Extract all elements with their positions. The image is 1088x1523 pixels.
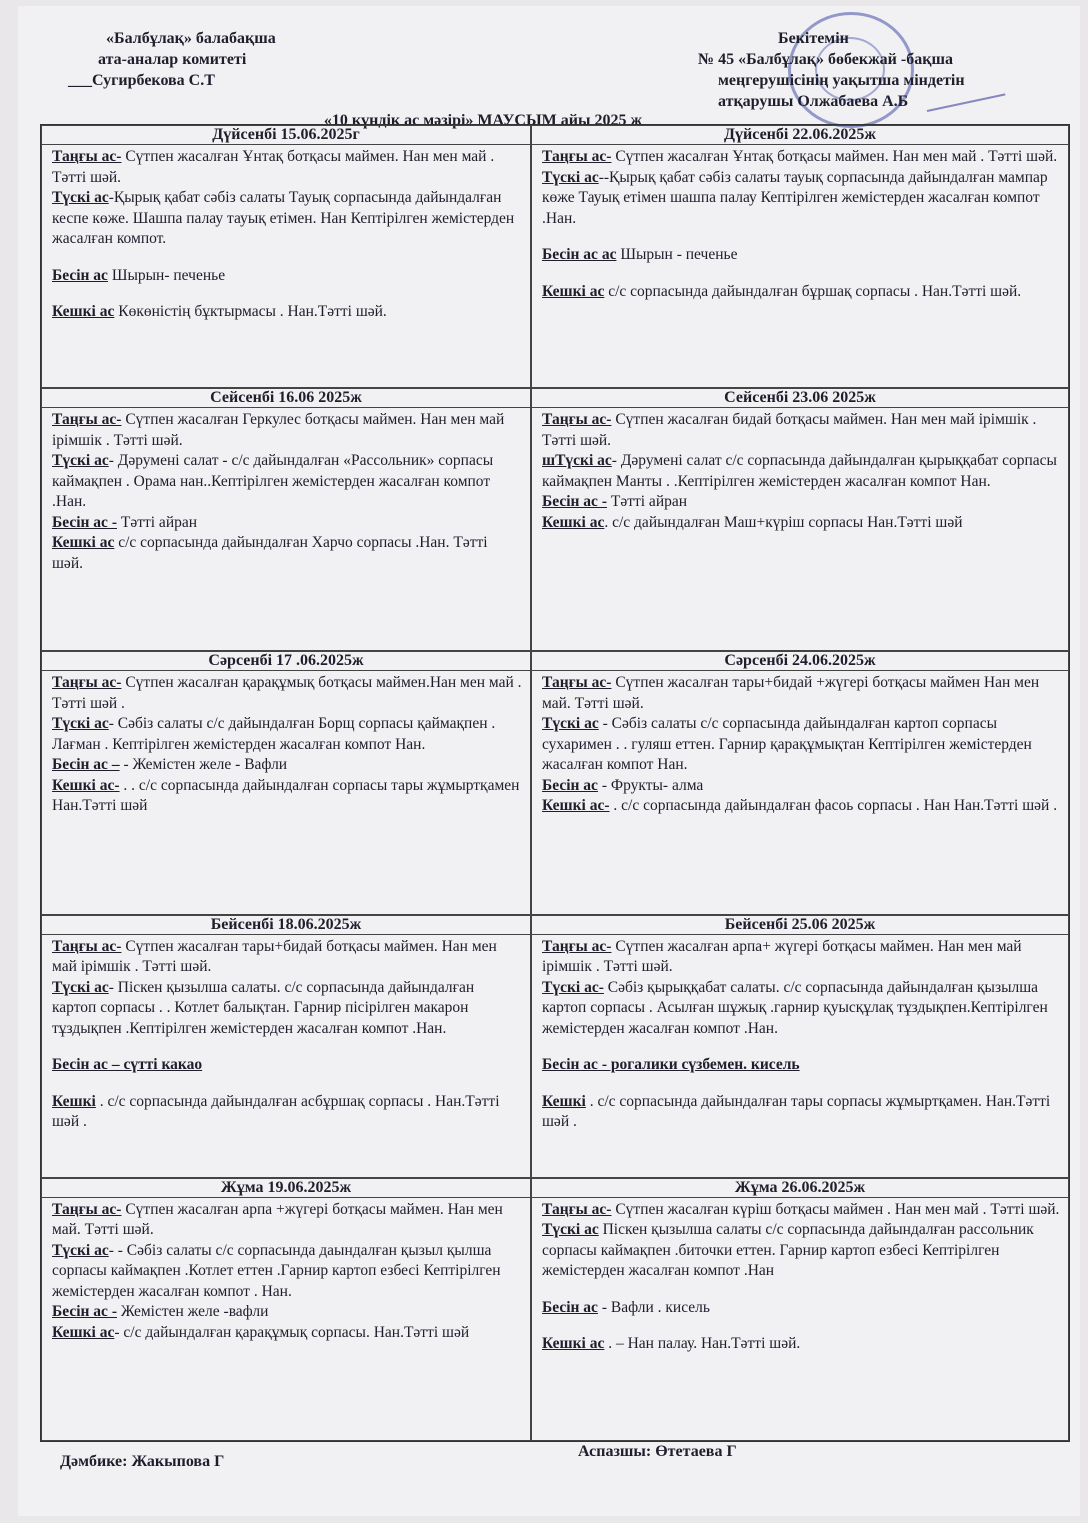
- meal-entry: [52, 1323, 522, 1344]
- meal-description: Көкөністің бұктырмасы . Нан.Тәтті шәй.: [114, 303, 387, 320]
- meal-label: Бесін ас -: [542, 493, 607, 511]
- meal-entry: [52, 147, 522, 188]
- meal-description: Сүтпен жасалған тары+бидай ботқасы маймен. Нан мен май ірімшік . Тәтті шәй.: [52, 937, 497, 976]
- meal-label: Таңғы ас-: [52, 411, 122, 429]
- meal-label: Кешкі: [52, 1092, 96, 1110]
- meal-label: Кешкі ас-: [52, 776, 120, 794]
- day-cell: [41, 388, 531, 651]
- meal-entry: [52, 776, 522, 817]
- meal-entry: [52, 1092, 522, 1133]
- meal-entry: [542, 513, 1060, 534]
- meal-description: - - Сәбіз салаты с/с сорпасында даындалған қызыл қылша сорпасы каймақпен .Котлет еттен .Гарнир картоп езбесі Кептірілген жемістерден жасалған компот . Нан.: [52, 1241, 501, 1300]
- meal-entry: [52, 673, 522, 714]
- meal-description: Шырын- печенье: [107, 266, 226, 284]
- meal-description: -Қырық қабат сәбіз салаты Тауық сорпасында дайындалған кеспе көже. Шашпа палау тауық етімен. Нан Кептірілген жемістерден жасалған компот.: [52, 189, 515, 247]
- meal-entry: [52, 1241, 522, 1303]
- meal-description: - Жемістен желе - Вафли: [119, 756, 288, 774]
- meal-description: Сүтпен жасалған арпа +жүгері ботқасы маймен. Нан мен май. Тәтті шәй.: [52, 1200, 503, 1239]
- meal-entry: [542, 673, 1060, 714]
- meal-list: [42, 671, 530, 817]
- meal-description: . с/с сорпасында дайындалған фасоь сорпасы . Нан Нан.Тәтті шәй .: [609, 797, 1058, 815]
- day-heading: Жұма 19.06.2025ж: [42, 1179, 530, 1198]
- meal-entry: [542, 796, 1060, 817]
- meal-label: Кешкі ас: [542, 1335, 605, 1353]
- meal-list: [42, 408, 530, 574]
- meal-label: Бесін ас: [52, 266, 108, 284]
- meal-description: Сүтпен жасалған арпа+ жүгері ботқасы маймен. Нан мен май ірімшік . Тәтті шәй.: [542, 937, 1022, 976]
- meal-label: Таңғы ас-: [542, 411, 612, 429]
- day-heading: Дүйсенбі 15.06.2025г: [42, 126, 530, 145]
- meal-label: Түскі ас: [542, 1221, 599, 1239]
- meal-entry: [52, 266, 522, 287]
- committee-header: [68, 28, 276, 91]
- meal-entry: [542, 147, 1060, 168]
- meal-description: Сүтпен жасалған бидай ботқасы маймен. Нан мен май ірімшік . Тәтті шәй.: [542, 411, 1037, 449]
- day-cell: [41, 651, 531, 914]
- meal-entry: [52, 188, 522, 250]
- meal-entry: [52, 978, 522, 1040]
- meal-label: Түскі ас: [542, 715, 599, 733]
- meal-label: Түскі ас: [52, 452, 109, 470]
- meal-label: Кешкі: [542, 1092, 586, 1110]
- day-cell: [41, 125, 531, 388]
- meal-entry: [52, 755, 522, 776]
- meal-label: Түскі ас: [542, 168, 599, 186]
- meal-label: Кешкі ас: [52, 1323, 115, 1341]
- nurse-signature: Дәмбике: Жакыпова Г: [60, 1453, 225, 1470]
- day-cell: [41, 1178, 531, 1441]
- meal-list: [532, 145, 1068, 302]
- day-heading: Жұма 26.06.2025ж: [532, 1179, 1068, 1198]
- meal-label: Түскі ас-: [542, 978, 604, 996]
- meal-description: . с/с сорпасында дайындалған тары сорпасы жұмыртқамен. Нан.Тәтті шәй .: [542, 1092, 1051, 1131]
- approval-role: меңгерушісінің уақытша міндетін: [718, 72, 965, 89]
- meal-entry: [542, 1055, 1060, 1076]
- meal-label: Таңғы ас-: [52, 1200, 122, 1218]
- meal-description: - Сәбіз салаты с/с сорпасында дайындалған картоп сорпасы сухаримен . . гуляш еттен. Гарнир қарақұмықтан Кептірілген жемістерден жасалған компот Нан.: [542, 715, 1032, 774]
- meal-entry: [52, 714, 522, 755]
- approval-signer: атқарушы Олжабаева А.Б: [718, 93, 909, 110]
- meal-description: Тәтті айран: [116, 513, 198, 531]
- meal-entry: [542, 451, 1060, 492]
- meal-entry: [52, 513, 522, 534]
- approval-header: [698, 28, 1068, 112]
- meal-entry: [542, 1220, 1060, 1282]
- meal-description: Сүтпен жасалған тары+бидай +жүгері ботқасы маймен Нан мен май. Тәтті шәй.: [542, 674, 1040, 712]
- meal-label: Кешкі ас: [542, 282, 605, 300]
- meal-list: [532, 1198, 1068, 1355]
- day-heading: Дүйсенбі 22.06.2025ж: [532, 126, 1068, 145]
- meal-list: [532, 935, 1068, 1133]
- meal-entry: [542, 1298, 1060, 1319]
- meal-description: . с/с дайындалған Маш+күріш сорпасы Нан.Тәтті шәй: [604, 513, 963, 531]
- meal-description: . с/с сорпасында дайындалған асбұршақ сорпасы . Нан.Тәтті шәй .: [52, 1092, 500, 1131]
- meal-entry: [542, 1200, 1060, 1221]
- day-heading: Сәрсенбі 24.06.2025ж: [532, 652, 1068, 671]
- day-cell: [531, 125, 1069, 388]
- meal-description: Шырын - печенье: [616, 246, 738, 263]
- meal-description: Сүтпен жасалған қарақұмық ботқасы маймен.Нан мен май . Тәтті шәй .: [52, 674, 522, 712]
- meal-entry: [52, 533, 522, 574]
- committee-name: ата-аналар комитеті: [98, 51, 247, 68]
- meal-entry: [52, 937, 522, 978]
- meal-entry: [52, 1200, 522, 1241]
- meal-description: - Сәбіз салаты с/с дайындалған Борщ сорпасы қаймақпен . Лағман . Кептірілген жемістерден жасалған компот Нан.: [52, 715, 496, 753]
- meal-list: [42, 145, 530, 323]
- day-cell: [531, 915, 1069, 1178]
- meal-description: Жемістен желе -вафли: [116, 1303, 269, 1321]
- meal-label: Таңғы ас-: [52, 937, 122, 955]
- day-heading: Сәрсенбі 17 .06.2025ж: [42, 652, 530, 671]
- meal-list: [42, 1198, 530, 1344]
- meal-entry: [542, 410, 1060, 451]
- meal-description: - Дәрумені салат с/с сорпасында дайындалған қырыққабат сорпасы каймақпен Манты . .Кептірілген жемістерден жасалған компот Нан.: [542, 452, 1057, 490]
- meal-description: . – Нан палау. Нан.Тәтті шәй.: [604, 1335, 801, 1353]
- meal-description: Піскен қызылша салаты с/с сорпасында дайындалған рассольник сорпасы каймақпен .биточки еттен. Гарнир картоп езбесі Кептірілген жемістерден жасалған компот .Нан: [542, 1221, 1034, 1280]
- approval-org: № 45 «Балбұлақ» бөбекжай -бақша: [698, 51, 953, 68]
- kindergarten-name: «Балбұлақ» балабақша: [106, 30, 276, 47]
- meal-entry: [542, 282, 1060, 303]
- meal-description: с/с сорпасында дайындалған бұршақ сорпасы . Нан.Тәтті шәй.: [604, 282, 1022, 300]
- meal-entry: [542, 492, 1060, 513]
- meal-description: с/с сорпасында дайындалған Харчо сорпасы .Нан. Тәтті шәй.: [52, 534, 488, 572]
- meal-description: Сүтпен жасалған Ұнтақ ботқасы маймен. Нан мен май . Тәтті шәй.: [611, 148, 1058, 165]
- meal-list: [42, 935, 530, 1133]
- meal-list: [532, 671, 1068, 817]
- meal-description: Сүтпен жасалған Геркулес ботқасы маймен. Нан мен май ірімшік . Тәтті шәй.: [52, 411, 505, 449]
- meal-label: Таңғы ас-: [542, 148, 612, 165]
- meal-entry: [52, 451, 522, 513]
- meal-description: Сүтпен жасалған Ұнтақ ботқасы маймен. Нан мен май . Тәтті шәй.: [52, 148, 495, 186]
- meal-entry: [542, 1092, 1060, 1133]
- meal-entry: [52, 1055, 522, 1076]
- meal-description: Сүтпен жасалған күріш ботқасы маймен . Нан мен май . Тәтті шәй.: [611, 1200, 1060, 1218]
- meal-entry: [542, 168, 1060, 230]
- meal-label: Таңғы ас-: [542, 937, 612, 955]
- meal-description: --Қырық қабат сәбіз салаты тауық сорпасында дайындалған мампар көже Тауық етімен шашпа палау Кептірілген жемістерден жасалған компот .Нан.: [542, 168, 1048, 227]
- meal-description: - Піскен қызылша салаты. с/с сорпасында дайындалған картоп сорпасы . . Котлет балықтан. Гарнир пісірілген макарон тұздықпен .Кептірілген жемістерден жасалған компот .Нан.: [52, 978, 475, 1037]
- meal-entry: [52, 410, 522, 451]
- day-cell: [531, 651, 1069, 914]
- meal-entry: [542, 1334, 1060, 1355]
- meal-label: Бесін ас – сүтті какао: [52, 1056, 203, 1074]
- meal-label: Таңғы ас-: [542, 674, 612, 692]
- meal-label: Түскі ас: [52, 715, 109, 733]
- day-cell: [41, 915, 531, 1178]
- meal-label: Кешкі ас: [542, 513, 605, 531]
- meal-description: Тәтті айран: [606, 493, 688, 511]
- day-cell: [531, 388, 1069, 651]
- meal-label: Бесін ас –: [52, 756, 120, 774]
- day-heading: Сейсенбі 16.06 2025ж: [42, 389, 530, 408]
- meal-label: Кешкі ас: [52, 303, 115, 320]
- meal-label: Түскі ас: [52, 978, 109, 996]
- meal-label: Түскі ас: [52, 1241, 109, 1259]
- meal-label: Таңғы ас-: [52, 148, 122, 165]
- approval-title: Бекітемін: [778, 30, 849, 47]
- meal-label: Кешкі ас: [52, 534, 115, 552]
- meal-entry: [52, 302, 522, 323]
- meal-description: - Фрукты- алма: [597, 776, 704, 794]
- meal-description: - Дәрумені салат - с/с дайындалған «Рассольник» сорпасы каймақпен . Орама нан..Кептірілген жемістерден жасалған компот .Нан.: [52, 452, 494, 511]
- meal-label: шТүскі ас: [542, 452, 612, 470]
- document-title: «10 күндік ас мәзірі» МАУСЫМ айы 2025 ж: [323, 112, 643, 129]
- meal-label: Бесін ас -: [52, 513, 117, 531]
- meal-label: Бесін ас - рогалики сүзбемен. кисель: [542, 1056, 800, 1074]
- meal-list: [532, 408, 1068, 533]
- meal-label: Бесін ас: [542, 1298, 598, 1316]
- meal-label: Бесін ас -: [52, 1303, 117, 1321]
- meal-entry: [52, 1302, 522, 1323]
- meal-description: Сәбіз қырыққабат салаты. с/с сорпасында дайындалған қызылша картоп сорпасы . Асылған шұжық .гарнир қуысқұлақ тұздықпен.Кептірілген жемістерден жасалған компот .Нан.: [542, 978, 1048, 1037]
- meal-label: Бесін ас ас: [542, 246, 617, 263]
- day-cell: [531, 1178, 1069, 1441]
- meal-label: Түскі ас: [52, 189, 109, 206]
- meal-entry: [542, 776, 1060, 797]
- meal-description: - Вафли . кисель: [597, 1298, 710, 1316]
- meal-description: - с/с дайындалған қарақұмық сорпасы. Нан.Тәтті шәй: [114, 1323, 470, 1341]
- committee-signer: ___Сугирбекова С.Т: [68, 72, 215, 89]
- menu-table: [40, 124, 1070, 1442]
- meal-label: Кешкі ас-: [542, 797, 610, 815]
- day-heading: Бейсенбі 25.06 2025ж: [532, 916, 1068, 935]
- meal-entry: [542, 714, 1060, 776]
- meal-label: Таңғы ас-: [542, 1200, 612, 1218]
- meal-label: Бесін ас: [542, 776, 598, 794]
- meal-entry: [542, 937, 1060, 978]
- meal-description: . . с/с сорпасында дайындалған сорпасы тары жұмыртқамен Нан.Тәтті шәй: [52, 776, 520, 815]
- meal-entry: [542, 978, 1060, 1040]
- meal-entry: [542, 245, 1060, 266]
- cook-signature: Аспазшы: Өтетаева Г: [578, 1443, 737, 1460]
- meal-label: Таңғы ас-: [52, 674, 122, 692]
- day-heading: Бейсенбі 18.06.2025ж: [42, 916, 530, 935]
- day-heading: Сейсенбі 23.06 2025ж: [532, 389, 1068, 408]
